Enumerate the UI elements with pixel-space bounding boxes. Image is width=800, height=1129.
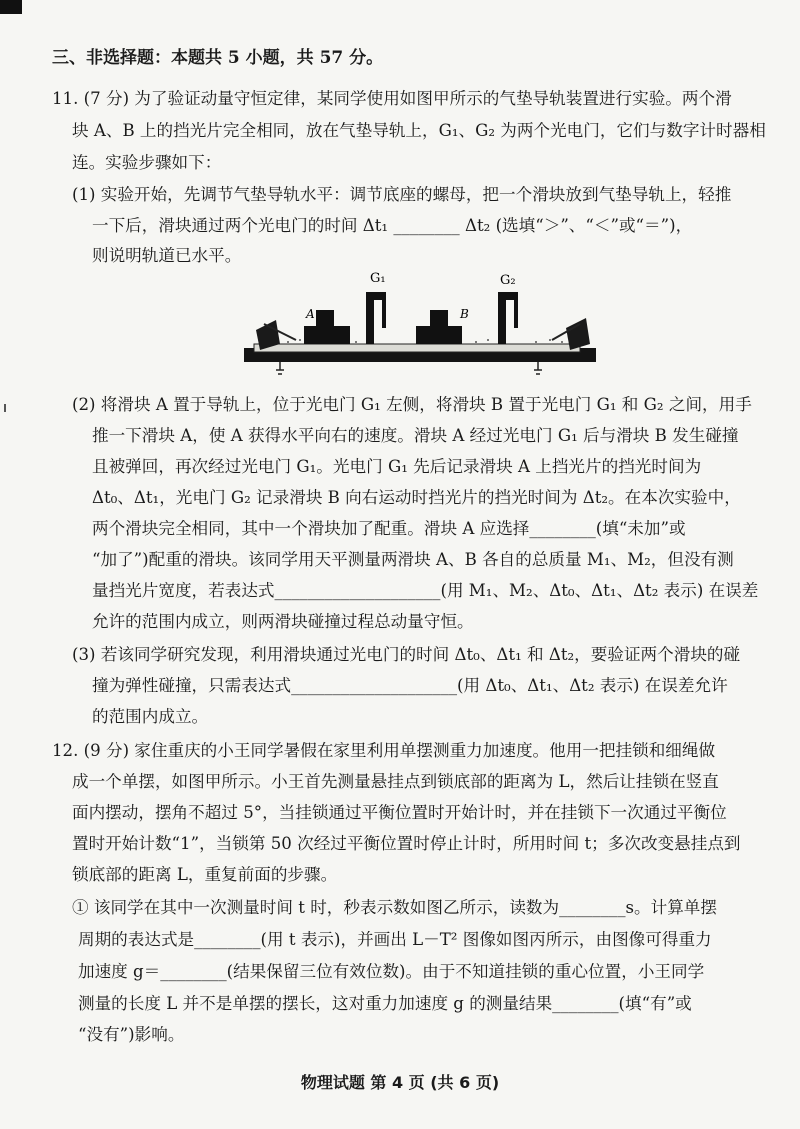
q11-part2-line-2: 推一下滑块 A，使 A 获得水平向右的速度。滑块 A 经过光电门 G₁ 后与滑块 B 发生碰撞 [92,426,739,445]
right-end-block [566,318,590,350]
adjusting-screws [276,362,542,374]
q12-part1-line-5: “没有”)影响。 [78,1025,185,1044]
q11-part2-line-1: (2) 将滑块 A 置于导轨上，位于光电门 G₁ 左侧，将滑块 B 置于光电门 G₁ 和 G₂ 之间，用手 [72,395,752,414]
slider-b [416,326,462,344]
gate-g1-label: G₁ [370,271,386,286]
scan-edge-mark [4,404,6,412]
page-footer: 物理试题 第 4 页 (共 6 页) [300,1073,500,1092]
q11-part1-line-1: (1) 实验开始，先调节气垫导轨水平：调节底座的螺母，把一个滑块放到气垫导轨上，轻推 [72,185,732,204]
gate-g2-post [498,292,506,344]
slider-b-flag [430,310,448,326]
scan-corner-mark [0,0,22,14]
gate-g2-arm [514,300,518,328]
q12-part1-line-4: 测量的长度 L 并不是单摆的摆长，这对重力加速度 g 的测量结果________(填“有”或 [78,994,692,1013]
q11-part2-line-6: “加了”)配重的滑块。该同学用天平测量两滑块 A、B 各自的总质量 M₁、M₂，但没有测 [92,550,734,569]
q11-line-1: 11. (7 分) 为了验证动量守恒定律，某同学使用如图甲所示的气垫导轨装置进行实验。两个滑 [52,89,732,108]
gate-g1-post [366,292,374,344]
q12-line-3: 面内摆动，摆角不超过 5°，当挂锁通过平衡位置时开始计时，并在挂锁下一次通过平衡位 [72,803,727,822]
q11-part1-line-3: 则说明轨道已水平。 [92,246,242,265]
gate-g1-arm [382,300,386,328]
q12-part1-line-3: 加速度 g＝________(结果保留三位有效位数)。由于不知道挂锁的重心位置，小王同学 [78,962,705,981]
slider-a-label: A [306,307,315,321]
gate-g2-top [506,292,518,300]
air-track-figure [236,270,606,385]
q12-part1-line-1: ① 该同学在其中一次测量时间 t 时，秒表示数如图乙所示，读数为________s。计算单摆 [72,898,717,917]
slider-b-label: B [460,307,469,321]
q12-line-5: 锁底部的距离 L，重复前面的步骤。 [72,865,338,884]
q12-line-4: 置时开始计数“1”，当锁第 50 次经过平衡位置时停止计时，所用时间 t；多次改变悬挂点到 [72,834,741,853]
q11-part3-line-1: (3) 若该同学研究发现，利用滑块通过光电门的时间 Δt₀、Δt₁ 和 Δt₂，要验证两个滑块的碰 [72,645,741,664]
gate-g2-label: G₂ [500,273,516,288]
q11-part2-line-8: 允许的范围内成立，则两滑块碰撞过程总动量守恒。 [92,612,474,631]
q11-part2-line-5: 两个滑块完全相同，其中一个滑块加了配重。滑块 A 应选择________(填“未加”或 [92,519,686,538]
q11-part1-line-2: 一下后，滑块通过两个光电门的时间 Δt₁ ________ Δt₂ (选填“＞”、“＜”或“＝”)， [92,216,693,235]
q11-part2-line-3: 且被弹回，再次经过光电门 G₁。光电门 G₁ 先后记录滑块 A 上挡光片的挡光时间为 [92,457,702,476]
track-rail [254,344,580,352]
q11-part3-line-3: 的范围内成立。 [92,707,209,726]
section-title: 三、非选择题：本题共 5 小题，共 57 分。 [52,48,384,68]
q12-line-1: 12. (9 分) 家住重庆的小王同学暑假在家里利用单摆测重力加速度。他用一把挂锁和细绳做 [52,741,716,760]
gate-g1-top [374,292,386,300]
q12-line-2: 成一个单摆，如图甲所示。小王首先测量悬挂点到锁底部的距离为 L，然后让挂锁在竖直 [72,772,719,791]
q11-part2-line-7: 量挡光片宽度，若表达式____________________(用 M₁、M₂、Δt₀、Δt₁、Δt₂ 表示) 在误差 [92,581,759,600]
q11-part3-line-2: 撞为弹性碰撞，只需表达式____________________(用 Δt₀、Δt₁、Δt₂ 表示) 在误差允许 [92,676,728,695]
q12-part1-line-2: 周期的表达式是________(用 t 表示)，并画出 L－T² 图像如图丙所示，由图像可得重力 [78,930,712,949]
q11-line-3: 连。实验步骤如下： [72,153,222,172]
slider-a-flag [316,310,334,326]
q11-part2-line-4: Δt₀、Δt₁，光电门 G₂ 记录滑块 B 向右运动时挡光片的挡光时间为 Δt₂。在本次实验中， [92,488,741,507]
slider-a [304,326,350,344]
q11-line-2: 块 A、B 上的挡光片完全相同，放在气垫导轨上，G₁、G₂ 为两个光电门，它们与数字计时器相 [72,121,766,140]
